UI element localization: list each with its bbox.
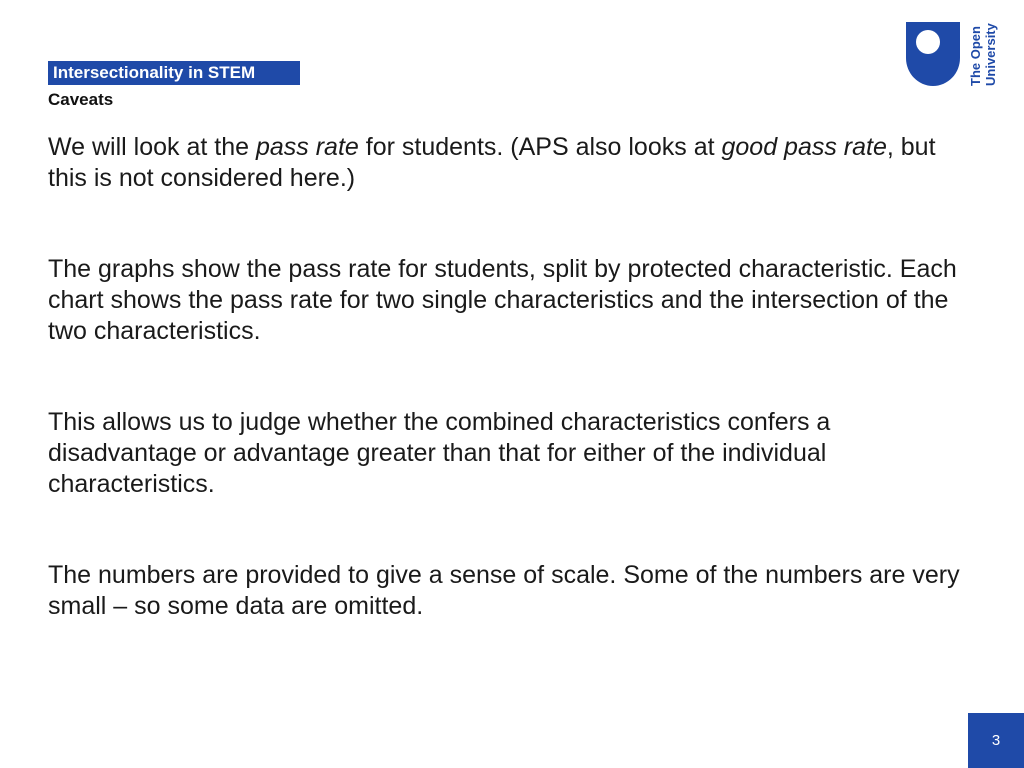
paragraph-graphs: The graphs show the pass rate for students, split by protected characteristic. Each chart shows the pass rate for two single characteristics and the intersection of the two characteristics. — [48, 255, 957, 345]
page-number: 3 — [968, 713, 1024, 768]
paragraph-judge: This allows us to judge whether the combined characteristics confers a disadvantage or advantage greater than that for either of the individual characteristics. — [48, 408, 831, 498]
p1-text-3: , but this is not considered here.) — [48, 133, 936, 192]
p1-italic-pass-rate: pass rate — [255, 133, 359, 161]
logo-line-1: The Open — [968, 26, 983, 86]
p1-italic-good-pass-rate: good pass rate — [721, 133, 887, 161]
p1-text-1: We will look at the — [48, 133, 256, 161]
logo-wordmark — [968, 20, 998, 86]
paragraph-pass-rate — [48, 132, 968, 194]
course-title-tag: Intersectionality in STEM — [48, 61, 300, 85]
slide-body — [48, 132, 968, 682]
p1-text-2: for students. (APS also looks at — [358, 133, 722, 161]
open-university-shield-icon — [906, 22, 960, 86]
section-title: Caveats — [48, 90, 114, 109]
logo-line-2: University — [983, 23, 998, 86]
open-university-logo — [906, 22, 1002, 88]
paragraph-numbers: The numbers are provided to give a sense of scale. Some of the numbers are very small – so some data are omitted. — [48, 561, 960, 620]
